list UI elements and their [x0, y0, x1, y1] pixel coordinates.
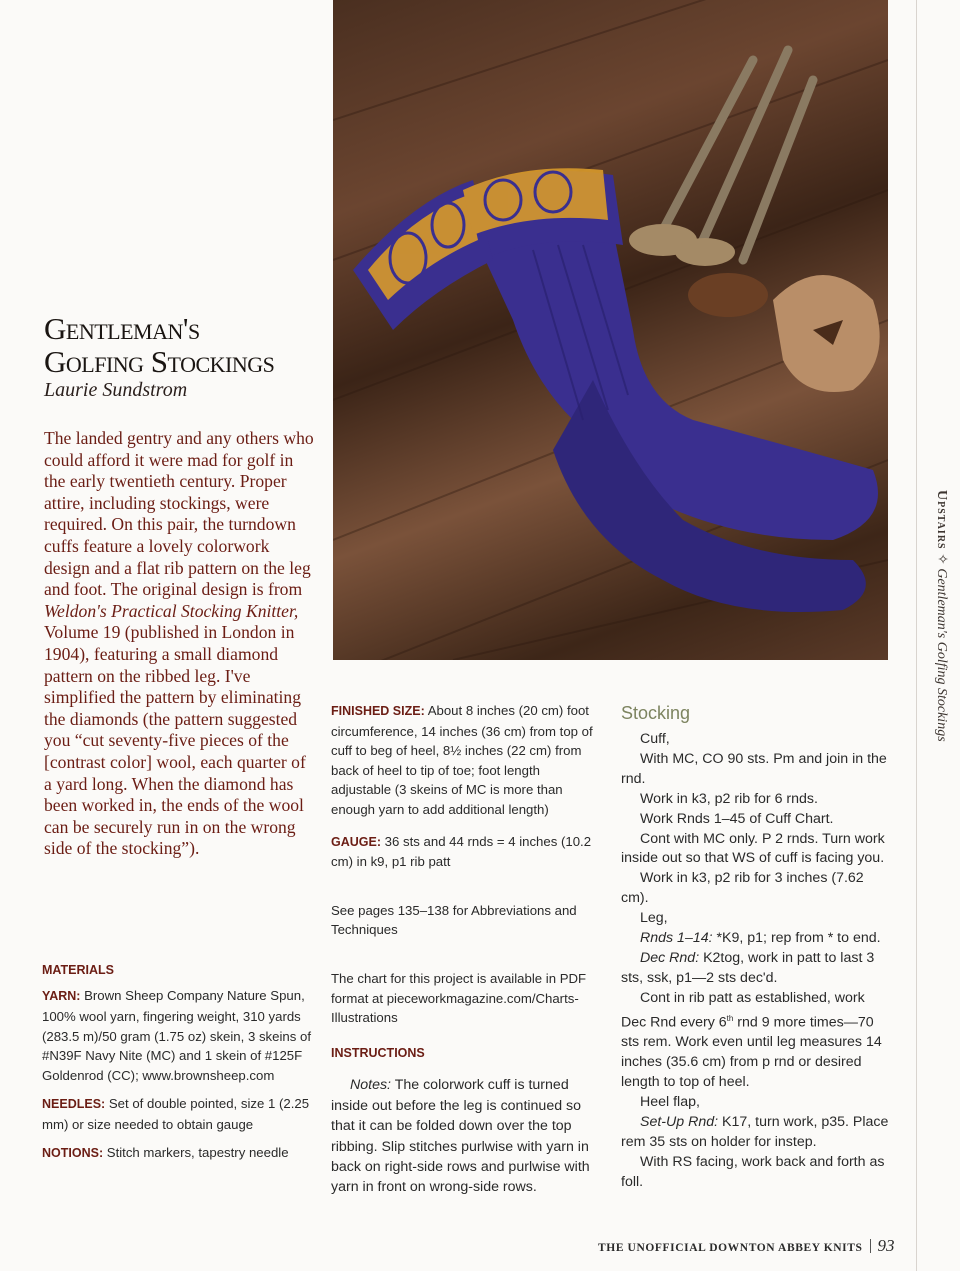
needles-text: Set of double pointed, size 1 (2.25 mm) or size needed to obtain gauge — [42, 1095, 310, 1132]
gauge — [331, 832, 599, 872]
title-line-1: Gentleman's — [44, 311, 200, 346]
dec-text: K2tog, work in patt to last 3 sts, ssk, p1—2 sts dec'd. — [621, 949, 875, 986]
step-rib: Work in k3, p2 rib for 6 rnds. — [640, 790, 818, 807]
chart-note: The chart for this project is available in PDF format at pieceworkmagazine.com/Charts-Illustrations — [331, 970, 587, 1026]
notes-text: The colorwork cuff is turned inside out before the leg is continued so that it can be folded down over the top ribbing. Slip stitches purlwise with yarn in back on right-side rows and purlwise with yarn in front on wrong-side rows. — [331, 1077, 590, 1196]
gauge-text: 36 sts and 44 rnds = 4 inches (10.2 cm) in k9, p1 rib patt — [331, 833, 592, 870]
cont-sup: th — [726, 1013, 734, 1023]
notions-label: NOTIONS: — [42, 1145, 104, 1160]
side-running-head — [933, 490, 950, 742]
step-rib-3in: Work in k3, p2 rib for 3 inches (7.62 cm). — [621, 870, 864, 907]
yarn-text: Brown Sheep Company Nature Spun, 100% wool yarn, fingering weight, 310 yards (283.5 m)/50 gram (1.75 oz) skein, 3 skeins of #N39F Navy Nite (MC) and 1 skein of #125F Goldenrod (CC); www.brownsheep.com — [42, 988, 311, 1084]
rnds-label: Rnds 1–14: — [640, 930, 713, 947]
size-text: About 8 inches (20 cm) foot circumference, 14 inches (36 cm) from top of cuff to beg of heel, 8½ inches (22 cm) from back of heel to tip of toe; foot length adjustable (3 skeins of MC is more than enough yarn to add additional length) — [331, 703, 593, 817]
setup-text: K17, turn work, p35. Place rem 35 sts on holder for instep. — [621, 1113, 889, 1150]
yarn-label: YARN: — [42, 989, 81, 1003]
step-cont — [621, 989, 889, 1093]
author-name: Laurie Sundstrom — [44, 379, 188, 401]
step-dec — [621, 949, 889, 989]
specs-column — [331, 701, 599, 1210]
step-rs: With RS facing, work back and forth as foll. — [621, 1153, 885, 1190]
setup-label: Set-Up Rnd: — [640, 1113, 719, 1130]
heel-heading: Heel flap, — [640, 1094, 700, 1111]
notions-text: Stitch markers, tapestry needle — [106, 1144, 289, 1160]
needles-spec — [42, 1094, 312, 1135]
step-rnds — [621, 929, 889, 949]
photo-illustration — [333, 0, 888, 660]
intro-paragraph — [44, 428, 314, 860]
dec-label: Dec Rnd: — [640, 949, 700, 966]
rnds-text: *K9, p1; rep from * to end. — [712, 930, 881, 947]
size-label: FINISHED SIZE: — [331, 704, 425, 718]
notes-label: Notes: — [350, 1077, 392, 1094]
side-separator-icon: ✧ — [934, 553, 949, 565]
footer-book-title: THE UNOFFICIAL DOWNTON ABBEY KNITS — [598, 1242, 863, 1254]
gauge-label: GAUGE: — [331, 834, 381, 849]
abbreviations-note: See pages 135–138 for Abbreviations and Techniques — [331, 902, 577, 938]
cuff-heading: Cuff, — [640, 731, 670, 747]
stocking-heading: Stocking — [621, 703, 691, 723]
cont-text-b: rnd 9 more times—70 sts rem. Work even until leg measures 14 inches (35.6 cm) from p rnd or desired length to top of heel. — [621, 1014, 882, 1091]
needles-label: NEEDLES: — [42, 1096, 106, 1111]
intro-text-1: The landed gentry and any others who could afford it were mad for golf in the early twentieth century. Proper attire, including stockings, were required. On this pair, the turndown cuffs feature a lovely colorwork design and a flat rib pattern on the leg and foot. The original design is from — [44, 428, 314, 600]
intro-book-title: Weldon's Practical Stocking Knitter, — [44, 600, 299, 621]
instructions-notes — [331, 1075, 599, 1197]
materials-section — [42, 963, 312, 1171]
page-edge-rule — [916, 0, 917, 1271]
instructions-heading: INSTRUCTIONS — [331, 1045, 425, 1060]
stockings-photo — [333, 0, 888, 660]
stocking-section — [621, 701, 889, 1193]
side-section: Upstairs — [934, 490, 949, 550]
step-turn: Cont with MC only. P 2 rnds. Turn work inside out so that WS of cuff is facing you. — [621, 830, 885, 867]
side-title: Gentleman's Golfing Stockings — [934, 568, 949, 742]
materials-heading: MATERIALS — [42, 963, 114, 977]
article-title — [44, 312, 334, 378]
notions-spec — [42, 1143, 312, 1164]
intro-text-2: Volume 19 (published in London in 1904), featuring a small diamond pattern on the ribbed leg. I've simplified the pattern by eliminating the diamonds (the pattern suggested you “cut seventy-five pieces of the [contrast color] wool, each quarter of a yard long. When the diamond has been worked in, the ends of the wool can be securely run in on the wrong side of the stocking”). — [44, 622, 306, 859]
cont-text-a: Cont in rib patt as established, work Dec Rnd every 6 — [621, 989, 865, 1031]
yarn-spec — [42, 986, 312, 1086]
footer-divider — [870, 1239, 871, 1253]
page-footer — [598, 1236, 895, 1256]
page-number: 93 — [877, 1236, 895, 1255]
step-cast-on: With MC, CO 90 sts. Pm and join in the rnd. — [621, 750, 887, 787]
title-line-2: Golfing Stockings — [44, 344, 275, 379]
step-chart: Work Rnds 1–45 of Cuff Chart. — [640, 810, 834, 827]
finished-size — [331, 701, 599, 820]
step-setup — [621, 1113, 889, 1153]
leg-heading: Leg, — [640, 910, 668, 927]
